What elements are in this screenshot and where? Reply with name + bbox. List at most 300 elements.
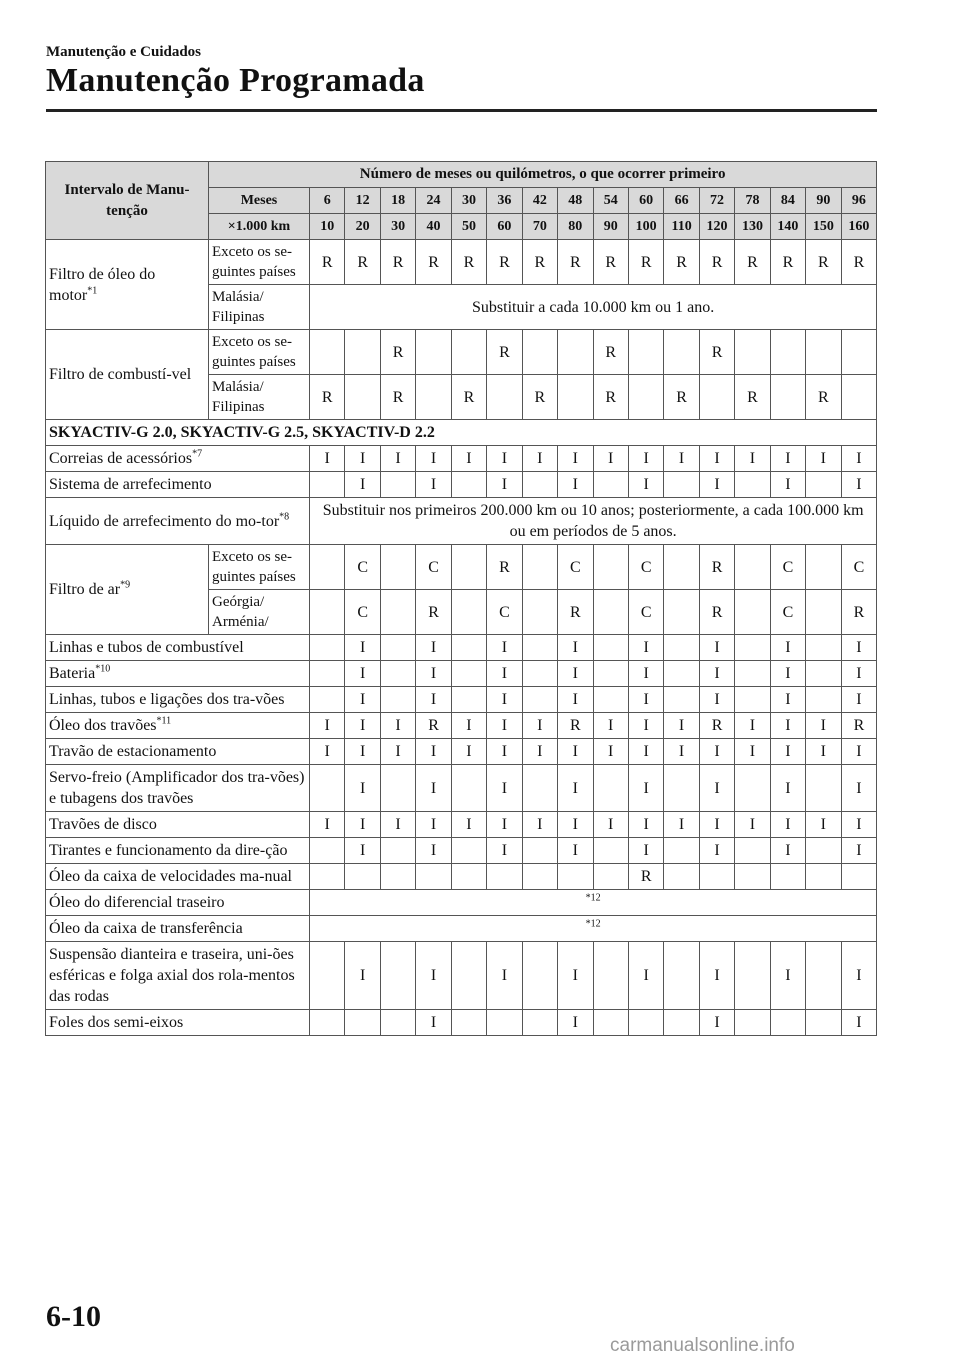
schedule-cell: I bbox=[380, 812, 415, 838]
schedule-cell: I bbox=[345, 713, 380, 739]
schedule-cell: I bbox=[487, 635, 522, 661]
schedule-cell: R bbox=[699, 330, 734, 375]
schedule-cell: I bbox=[841, 1010, 877, 1036]
table-row bbox=[46, 838, 877, 864]
schedule-cell bbox=[664, 330, 699, 375]
table-row bbox=[46, 330, 877, 375]
schedule-cell bbox=[522, 635, 557, 661]
schedule-cell bbox=[522, 545, 557, 590]
schedule-cell: I bbox=[345, 812, 380, 838]
sub-label: Exceto os se-guintes países bbox=[209, 240, 310, 285]
schedule-cell: I bbox=[628, 942, 663, 1010]
schedule-cell: I bbox=[806, 812, 841, 838]
km-cell: 130 bbox=[735, 214, 770, 240]
schedule-cell bbox=[806, 635, 841, 661]
schedule-cell bbox=[380, 635, 415, 661]
schedule-cell: I bbox=[345, 687, 380, 713]
schedule-cell: I bbox=[841, 838, 877, 864]
km-label: ×1.000 km bbox=[209, 214, 310, 240]
interval-header: Intervalo de Manu-tenção bbox=[46, 162, 209, 240]
km-cell: 60 bbox=[487, 214, 522, 240]
row-label: Correias de acessórios bbox=[49, 450, 193, 467]
km-cell: 50 bbox=[451, 214, 486, 240]
schedule-cell bbox=[593, 864, 628, 890]
schedule-cell bbox=[310, 472, 345, 498]
schedule-cell: R bbox=[841, 240, 877, 285]
table-row bbox=[46, 545, 877, 590]
schedule-cell bbox=[664, 864, 699, 890]
schedule-cell bbox=[558, 864, 593, 890]
page-number: 6-10 bbox=[46, 1300, 101, 1333]
schedule-cell bbox=[380, 472, 415, 498]
schedule-cell: I bbox=[628, 739, 663, 765]
schedule-cell: R bbox=[380, 240, 415, 285]
schedule-cell bbox=[345, 1010, 380, 1036]
schedule-cell: I bbox=[699, 838, 734, 864]
schedule-cell: I bbox=[735, 713, 770, 739]
schedule-cell: R bbox=[699, 545, 734, 590]
page-title: Manutenção Programada bbox=[46, 62, 425, 99]
table-row bbox=[46, 942, 877, 1010]
schedule-cell bbox=[380, 1010, 415, 1036]
schedule-cell bbox=[699, 375, 734, 420]
footnote-ref: *12 bbox=[585, 892, 601, 904]
schedule-cell bbox=[664, 838, 699, 864]
schedule-cell: I bbox=[451, 812, 486, 838]
table-row bbox=[46, 472, 877, 498]
schedule-cell bbox=[593, 635, 628, 661]
schedule-cell bbox=[735, 838, 770, 864]
schedule-cell bbox=[593, 687, 628, 713]
header-row bbox=[46, 162, 877, 188]
schedule-cell: I bbox=[699, 765, 734, 812]
schedule-cell: I bbox=[310, 739, 345, 765]
schedule-cell: R bbox=[628, 864, 663, 890]
schedule-cell: I bbox=[416, 765, 451, 812]
schedule-cell: R bbox=[416, 590, 451, 635]
km-cell: 90 bbox=[593, 214, 628, 240]
schedule-cell: I bbox=[558, 812, 593, 838]
schedule-cell: I bbox=[345, 942, 380, 1010]
section-header: Manutenção e Cuidados bbox=[46, 44, 202, 60]
schedule-cell bbox=[558, 330, 593, 375]
schedule-cell: I bbox=[558, 661, 593, 687]
schedule-cell bbox=[735, 864, 770, 890]
schedule-cell bbox=[522, 765, 557, 812]
schedule-cell: I bbox=[416, 838, 451, 864]
table-row bbox=[46, 687, 877, 713]
schedule-cell bbox=[380, 838, 415, 864]
schedule-cell bbox=[310, 838, 345, 864]
schedule-cell bbox=[593, 590, 628, 635]
schedule-cell bbox=[664, 687, 699, 713]
month-cell: 84 bbox=[770, 188, 805, 214]
schedule-cell bbox=[806, 545, 841, 590]
schedule-cell: R bbox=[699, 240, 734, 285]
schedule-cell: I bbox=[558, 687, 593, 713]
schedule-cell bbox=[735, 765, 770, 812]
row-label: Travões de disco bbox=[49, 816, 157, 833]
km-cell: 150 bbox=[806, 214, 841, 240]
schedule-cell: I bbox=[487, 687, 522, 713]
row-label: Óleo da caixa de transferência bbox=[49, 920, 243, 937]
table-row bbox=[46, 890, 877, 916]
schedule-cell: R bbox=[735, 240, 770, 285]
schedule-cell: C bbox=[628, 545, 663, 590]
month-cell: 48 bbox=[558, 188, 593, 214]
schedule-cell bbox=[451, 942, 486, 1010]
schedule-cell bbox=[451, 590, 486, 635]
schedule-cell: I bbox=[345, 472, 380, 498]
row-label: Linhas, tubos e ligações dos tra-vões bbox=[49, 691, 285, 708]
schedule-cell: R bbox=[522, 375, 557, 420]
schedule-cell bbox=[451, 687, 486, 713]
schedule-cell: R bbox=[593, 375, 628, 420]
period-header: Número de meses ou quilómetros, o que ocorrer primeiro bbox=[209, 162, 877, 188]
schedule-cell: I bbox=[628, 687, 663, 713]
schedule-cell: I bbox=[558, 446, 593, 472]
schedule-cell: I bbox=[345, 635, 380, 661]
km-cell: 30 bbox=[380, 214, 415, 240]
schedule-cell: I bbox=[770, 812, 805, 838]
month-cell: 30 bbox=[451, 188, 486, 214]
schedule-cell bbox=[487, 864, 522, 890]
schedule-cell: R bbox=[770, 240, 805, 285]
schedule-cell bbox=[416, 330, 451, 375]
engine-band-row bbox=[46, 420, 877, 446]
table-row bbox=[46, 765, 877, 812]
schedule-cell bbox=[841, 375, 877, 420]
schedule-cell bbox=[451, 864, 486, 890]
schedule-cell bbox=[380, 942, 415, 1010]
month-cell: 42 bbox=[522, 188, 557, 214]
schedule-cell bbox=[806, 472, 841, 498]
schedule-cell bbox=[735, 330, 770, 375]
schedule-cell bbox=[310, 661, 345, 687]
schedule-cell: R bbox=[487, 240, 522, 285]
schedule-cell: R bbox=[593, 330, 628, 375]
schedule-cell: I bbox=[664, 812, 699, 838]
schedule-cell: I bbox=[841, 472, 877, 498]
table-row bbox=[46, 864, 877, 890]
schedule-cell bbox=[380, 765, 415, 812]
schedule-cell: I bbox=[735, 739, 770, 765]
schedule-cell: I bbox=[664, 739, 699, 765]
row-label: Óleo dos travões bbox=[49, 717, 157, 734]
km-cell: 100 bbox=[628, 214, 663, 240]
month-cell: 78 bbox=[735, 188, 770, 214]
schedule-cell: I bbox=[416, 739, 451, 765]
schedule-cell: R bbox=[806, 240, 841, 285]
km-cell: 70 bbox=[522, 214, 557, 240]
schedule-cell bbox=[558, 375, 593, 420]
schedule-cell: I bbox=[841, 446, 877, 472]
footnote-ref: *10 bbox=[95, 663, 111, 675]
row-label: Óleo do diferencial traseiro bbox=[49, 894, 225, 911]
row-label: Filtro de combustí-vel bbox=[49, 366, 192, 383]
schedule-cell bbox=[770, 864, 805, 890]
schedule-cell bbox=[522, 838, 557, 864]
schedule-cell: I bbox=[558, 739, 593, 765]
schedule-cell: I bbox=[487, 838, 522, 864]
schedule-cell: I bbox=[380, 713, 415, 739]
schedule-cell bbox=[770, 330, 805, 375]
schedule-cell: I bbox=[416, 635, 451, 661]
month-cell: 24 bbox=[416, 188, 451, 214]
schedule-cell bbox=[345, 864, 380, 890]
km-cell: 20 bbox=[345, 214, 380, 240]
table-row bbox=[46, 713, 877, 739]
month-cell: 90 bbox=[806, 188, 841, 214]
schedule-cell bbox=[310, 942, 345, 1010]
schedule-cell bbox=[806, 942, 841, 1010]
span-cell: Substituir a cada 10.000 km ou 1 ano. bbox=[310, 285, 877, 330]
schedule-cell bbox=[593, 661, 628, 687]
schedule-cell bbox=[770, 375, 805, 420]
schedule-cell: R bbox=[487, 545, 522, 590]
row-label: Bateria bbox=[49, 665, 96, 682]
schedule-cell bbox=[770, 1010, 805, 1036]
engine-band: SKYACTIV-G 2.0, SKYACTIV-G 2.5, SKYACTIV-D 2.2 bbox=[46, 420, 877, 446]
schedule-cell bbox=[380, 661, 415, 687]
schedule-cell: C bbox=[416, 545, 451, 590]
schedule-cell: I bbox=[628, 713, 663, 739]
watermark: carmanualsonline.info bbox=[610, 1335, 795, 1356]
row-label: Óleo da caixa de velocidades ma-nual bbox=[49, 868, 292, 885]
schedule-cell: I bbox=[416, 472, 451, 498]
schedule-cell bbox=[310, 330, 345, 375]
schedule-cell: I bbox=[770, 472, 805, 498]
schedule-cell: I bbox=[770, 687, 805, 713]
schedule-cell: I bbox=[487, 661, 522, 687]
schedule-cell: I bbox=[487, 942, 522, 1010]
schedule-cell: I bbox=[380, 739, 415, 765]
schedule-cell: I bbox=[593, 812, 628, 838]
schedule-cell: I bbox=[558, 1010, 593, 1036]
schedule-cell: I bbox=[664, 713, 699, 739]
schedule-cell: R bbox=[416, 713, 451, 739]
table-row bbox=[46, 446, 877, 472]
schedule-cell bbox=[451, 635, 486, 661]
schedule-cell bbox=[593, 765, 628, 812]
schedule-cell: I bbox=[593, 446, 628, 472]
schedule-cell: I bbox=[841, 739, 877, 765]
schedule-cell bbox=[310, 635, 345, 661]
schedule-cell bbox=[522, 942, 557, 1010]
schedule-cell: R bbox=[451, 375, 486, 420]
row-label: Servo-freio (Amplificador dos tra-vões) e tubagens dos travões bbox=[49, 769, 305, 807]
schedule-cell: I bbox=[770, 838, 805, 864]
schedule-cell: R bbox=[628, 240, 663, 285]
km-cell: 40 bbox=[416, 214, 451, 240]
km-cell: 160 bbox=[841, 214, 877, 240]
footnote-ref: *8 bbox=[279, 511, 290, 523]
schedule-cell: I bbox=[735, 812, 770, 838]
schedule-cell: I bbox=[699, 635, 734, 661]
month-cell: 18 bbox=[380, 188, 415, 214]
schedule-cell: R bbox=[664, 375, 699, 420]
schedule-cell bbox=[451, 472, 486, 498]
schedule-cell: I bbox=[770, 739, 805, 765]
schedule-cell bbox=[310, 765, 345, 812]
table-row bbox=[46, 916, 877, 942]
km-cell: 120 bbox=[699, 214, 734, 240]
schedule-cell bbox=[806, 838, 841, 864]
schedule-cell: I bbox=[699, 942, 734, 1010]
row-label: Filtro de ar bbox=[49, 581, 121, 598]
schedule-cell: C bbox=[345, 590, 380, 635]
schedule-cell: C bbox=[628, 590, 663, 635]
schedule-cell: I bbox=[770, 942, 805, 1010]
schedule-cell bbox=[806, 590, 841, 635]
schedule-cell: I bbox=[345, 739, 380, 765]
schedule-cell bbox=[806, 330, 841, 375]
schedule-cell bbox=[664, 545, 699, 590]
schedule-cell bbox=[664, 590, 699, 635]
month-cell: 6 bbox=[310, 188, 345, 214]
schedule-cell: I bbox=[310, 812, 345, 838]
schedule-cell: I bbox=[628, 765, 663, 812]
schedule-cell: R bbox=[345, 240, 380, 285]
schedule-cell: I bbox=[487, 765, 522, 812]
sub-label: Exceto os se-guintes países bbox=[209, 330, 310, 375]
schedule-cell bbox=[664, 942, 699, 1010]
schedule-cell: R bbox=[841, 713, 877, 739]
sub-label: Geórgia/ Arménia/ bbox=[209, 590, 310, 635]
table-row bbox=[46, 635, 877, 661]
schedule-cell: R bbox=[451, 240, 486, 285]
schedule-cell: I bbox=[451, 739, 486, 765]
schedule-cell: R bbox=[380, 375, 415, 420]
schedule-cell: R bbox=[699, 590, 734, 635]
schedule-cell bbox=[380, 545, 415, 590]
schedule-cell: R bbox=[593, 240, 628, 285]
month-cell: 66 bbox=[664, 188, 699, 214]
km-cell: 140 bbox=[770, 214, 805, 240]
month-cell: 36 bbox=[487, 188, 522, 214]
schedule-cell: R bbox=[558, 240, 593, 285]
sub-label: Malásia/ Filipinas bbox=[209, 285, 310, 330]
schedule-cell: I bbox=[345, 661, 380, 687]
sub-label: Exceto os se-guintes países bbox=[209, 545, 310, 590]
schedule-cell: I bbox=[558, 838, 593, 864]
schedule-cell: I bbox=[416, 687, 451, 713]
schedule-cell: I bbox=[806, 713, 841, 739]
km-cell: 110 bbox=[664, 214, 699, 240]
schedule-cell: R bbox=[735, 375, 770, 420]
span-cell: Substituir nos primeiros 200.000 km ou 10 anos; posteriormente, a cada 100.000 km ou em períodos de 5 anos. bbox=[310, 498, 877, 545]
schedule-cell bbox=[416, 375, 451, 420]
schedule-cell bbox=[522, 1010, 557, 1036]
schedule-cell bbox=[522, 687, 557, 713]
schedule-cell bbox=[806, 864, 841, 890]
schedule-cell bbox=[522, 472, 557, 498]
table-row bbox=[46, 661, 877, 687]
schedule-cell: C bbox=[345, 545, 380, 590]
schedule-cell: I bbox=[628, 812, 663, 838]
schedule-cell: I bbox=[487, 812, 522, 838]
month-cell: 60 bbox=[628, 188, 663, 214]
schedule-cell: I bbox=[593, 713, 628, 739]
schedule-cell: I bbox=[522, 446, 557, 472]
schedule-cell: I bbox=[451, 446, 486, 472]
schedule-cell: I bbox=[522, 713, 557, 739]
schedule-cell: I bbox=[628, 635, 663, 661]
schedule-cell: R bbox=[558, 590, 593, 635]
schedule-cell: I bbox=[522, 739, 557, 765]
schedule-cell bbox=[699, 864, 734, 890]
schedule-cell: I bbox=[841, 765, 877, 812]
schedule-cell bbox=[628, 330, 663, 375]
schedule-cell bbox=[593, 1010, 628, 1036]
footnote-ref: *11 bbox=[156, 715, 172, 727]
schedule-cell bbox=[310, 864, 345, 890]
schedule-cell bbox=[628, 1010, 663, 1036]
schedule-cell: I bbox=[770, 765, 805, 812]
row-label: Líquido de arrefecimento do mo-tor bbox=[49, 512, 280, 530]
schedule-cell: I bbox=[380, 446, 415, 472]
schedule-cell bbox=[487, 375, 522, 420]
schedule-cell: I bbox=[806, 739, 841, 765]
schedule-cell: R bbox=[522, 240, 557, 285]
schedule-cell: I bbox=[841, 687, 877, 713]
schedule-cell bbox=[735, 661, 770, 687]
schedule-cell bbox=[522, 330, 557, 375]
schedule-cell bbox=[380, 864, 415, 890]
row-label: Foles dos semi-eixos bbox=[49, 1014, 184, 1031]
table-row bbox=[46, 240, 877, 285]
schedule-cell bbox=[593, 545, 628, 590]
schedule-cell bbox=[522, 590, 557, 635]
schedule-cell: R bbox=[310, 240, 345, 285]
schedule-cell: I bbox=[558, 765, 593, 812]
schedule-cell: I bbox=[770, 713, 805, 739]
schedule-cell bbox=[841, 864, 877, 890]
schedule-cell: R bbox=[806, 375, 841, 420]
schedule-cell: I bbox=[699, 472, 734, 498]
months-label: Meses bbox=[209, 188, 310, 214]
schedule-cell bbox=[522, 864, 557, 890]
schedule-cell: I bbox=[416, 661, 451, 687]
schedule-cell: I bbox=[345, 838, 380, 864]
schedule-cell bbox=[664, 1010, 699, 1036]
schedule-cell bbox=[735, 472, 770, 498]
month-cell: 96 bbox=[841, 188, 877, 214]
schedule-cell: R bbox=[487, 330, 522, 375]
schedule-cell: I bbox=[770, 446, 805, 472]
schedule-cell: I bbox=[699, 446, 734, 472]
schedule-cell: I bbox=[841, 635, 877, 661]
schedule-cell bbox=[345, 375, 380, 420]
schedule-cell: C bbox=[487, 590, 522, 635]
schedule-cell: I bbox=[416, 1010, 451, 1036]
schedule-cell: I bbox=[628, 661, 663, 687]
schedule-cell: I bbox=[628, 838, 663, 864]
schedule-cell bbox=[380, 590, 415, 635]
schedule-cell: I bbox=[310, 713, 345, 739]
schedule-cell: R bbox=[380, 330, 415, 375]
schedule-cell: I bbox=[345, 446, 380, 472]
schedule-cell bbox=[735, 687, 770, 713]
schedule-cell: R bbox=[664, 240, 699, 285]
row-label: Tirantes e funcionamento da dire-ção bbox=[49, 842, 288, 859]
schedule-cell bbox=[345, 330, 380, 375]
schedule-cell bbox=[451, 545, 486, 590]
schedule-cell: R bbox=[558, 713, 593, 739]
table-row bbox=[46, 739, 877, 765]
schedule-cell: I bbox=[841, 942, 877, 1010]
schedule-cell: I bbox=[841, 812, 877, 838]
